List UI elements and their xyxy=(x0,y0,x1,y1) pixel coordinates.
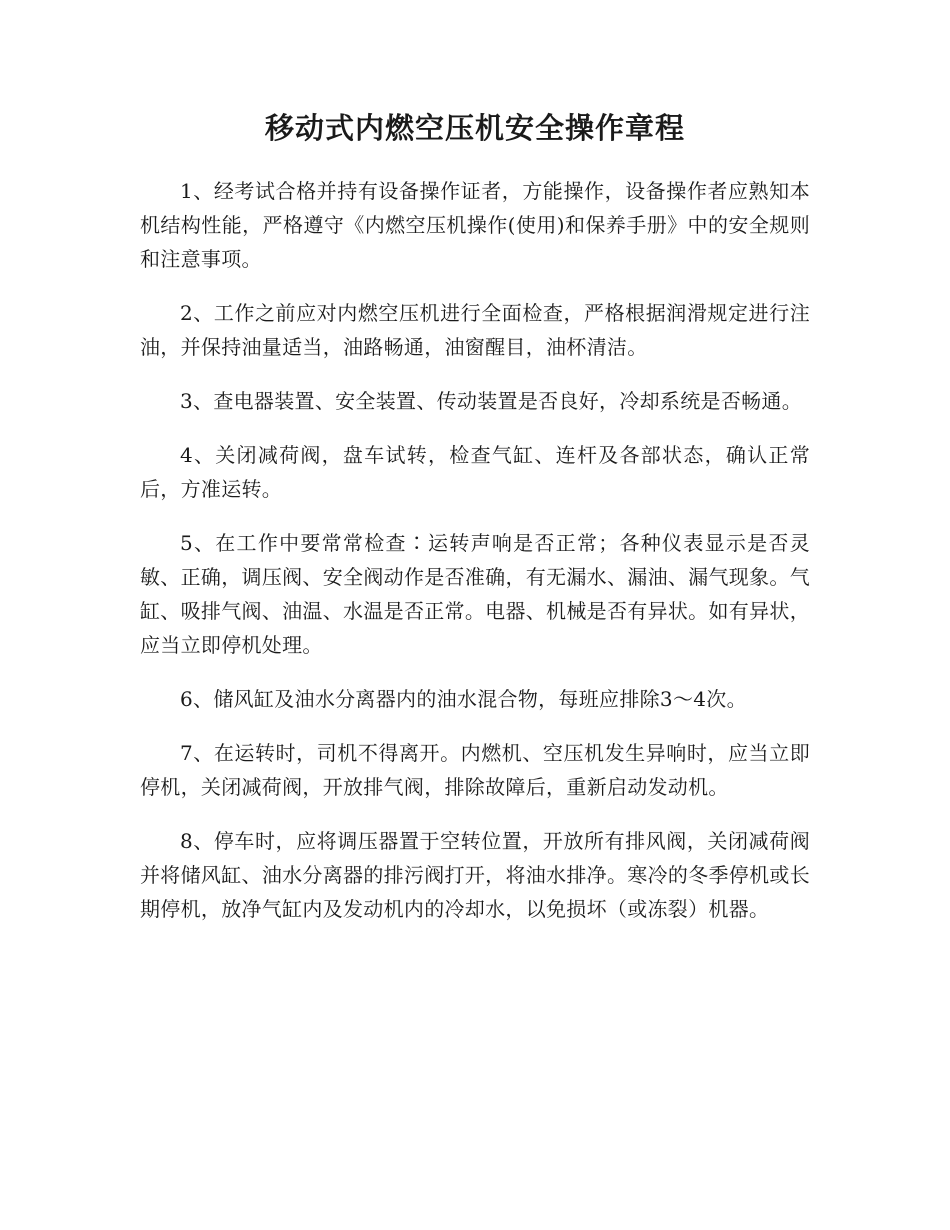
paragraph-5: 5、在工作中要常常检查∶运转声响是否正常；各种仪表显示是否灵敏、正确，调压阀、安全阀动作是否准确，有无漏水、漏油、漏气现象。气缸、吸排气阀、油温、水温是否正常。电器、机械是否有异状。如有异状，应当立即停机处理。 xyxy=(140,531,810,657)
paragraph-2: 2、工作之前应对内燃空压机进行全面检查，严格根据润滑规定进行注油，并保持油量适当，油路畅通，油窗醒目，油杯清洁。 xyxy=(140,301,810,359)
paragraph-7: 7、在运转时，司机不得离开。内燃机、空压机发生异响时，应当立即停机，关闭减荷阀，开放排气阀，排除故障后，重新启动发动机。 xyxy=(140,741,810,799)
paragraph-6: 6、储风缸及油水分离器内的油水混合物，每班应排除3～4次。 xyxy=(180,687,747,711)
paragraph-1: 1、经考试合格并持有设备操作证者，方能操作，设备操作者应熟知本机结构性能，严格遵守《内燃空压机操作(使用)和保养手册》中的安全规则和注意事项。 xyxy=(140,179,810,271)
paragraph-4: 4、关闭减荷阀，盘车试转，检查气缸、连杆及各部状态，确认正常后，方准运转。 xyxy=(140,443,810,501)
document-title: 移动式内燃空压机安全操作章程 xyxy=(264,111,685,145)
paragraph-3: 3、查电器装置、安全装置、传动装置是否良好，冷却系统是否畅通。 xyxy=(180,389,803,413)
paragraph-8: 8、停车时，应将调压器置于空转位置，开放所有排风阀，关闭减荷阀并将储风缸、油水分离器的排污阀打开，将油水排净。寒冷的冬季停机或长期停机，放净气缸内及发动机内的冷却水，以免损坏（或冻裂）机器。 xyxy=(140,829,810,921)
